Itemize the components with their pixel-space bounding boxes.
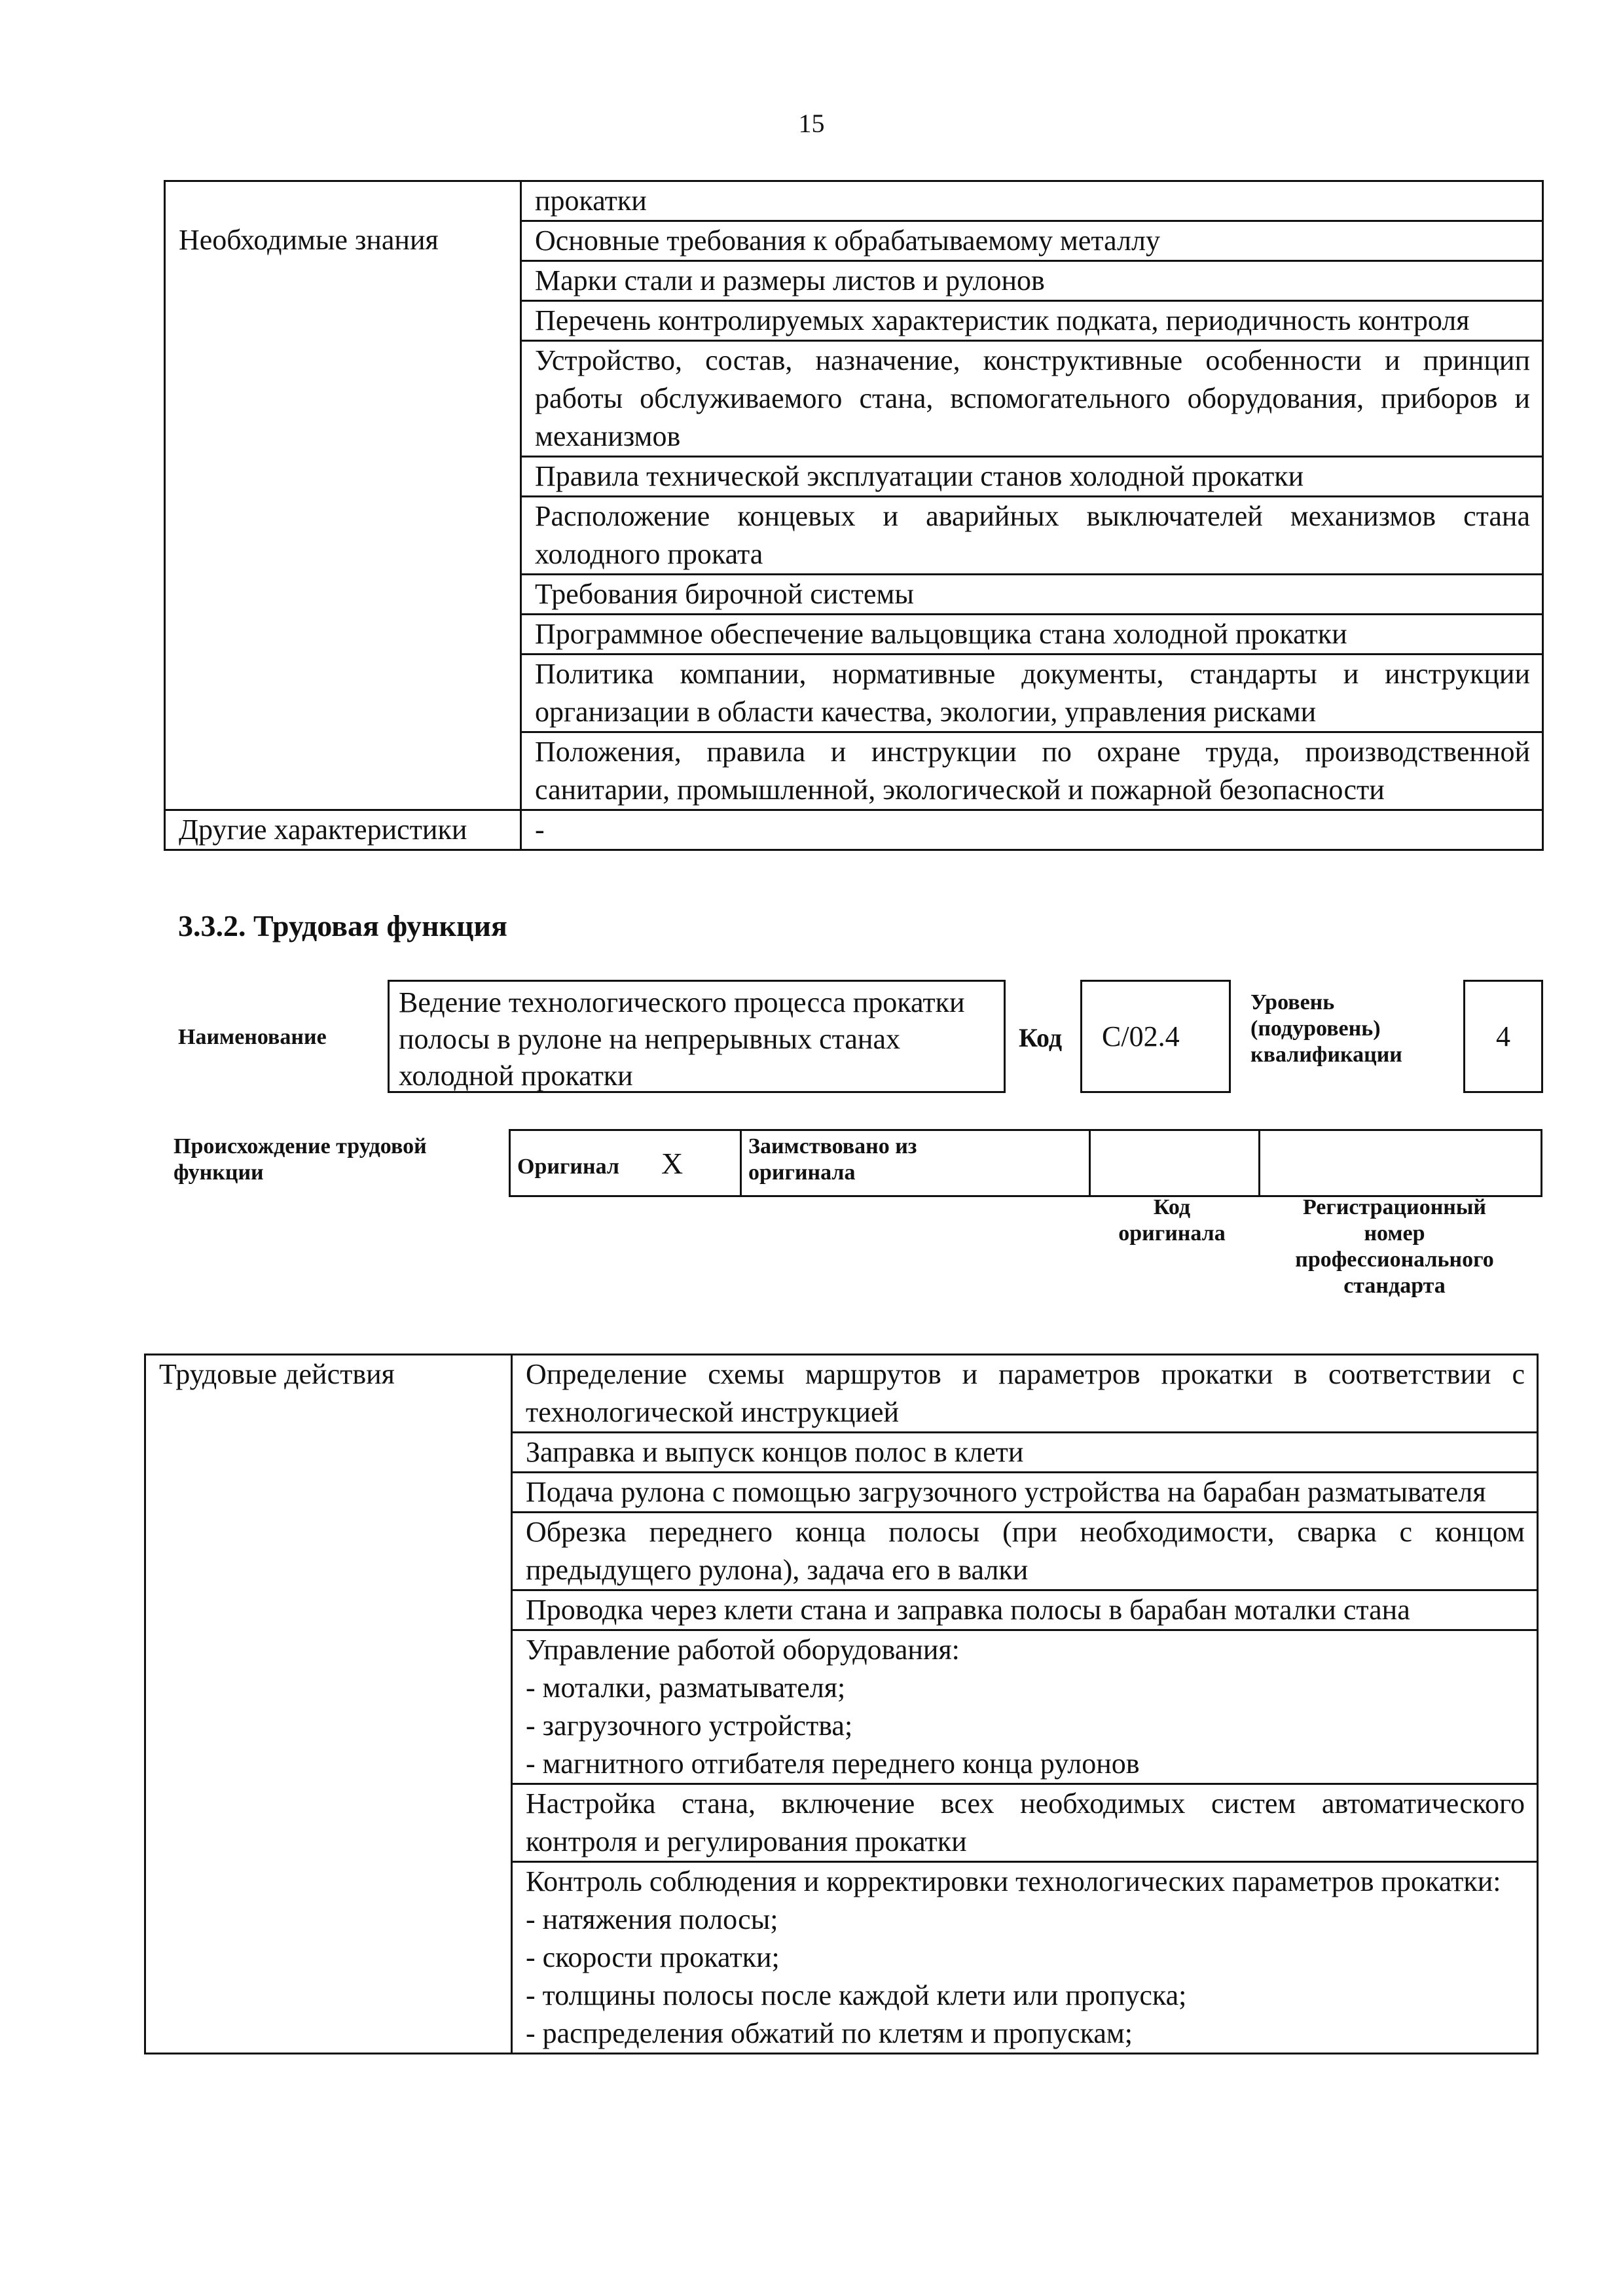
action-line: - загрузочного устройства;	[526, 1710, 853, 1742]
action-line: - натяжения полосы;	[526, 1903, 778, 1935]
action-line: - распределения обжатий по клетям и пропускам;	[526, 2017, 1133, 2049]
action-line: Управление работой оборудования:	[526, 1634, 960, 1666]
original-label: Оригинал	[517, 1154, 619, 1179]
actions-label: Трудовые действия	[145, 1355, 512, 2054]
row-text: -	[521, 810, 1543, 850]
action-text: Заправка и выпуск концов полос в клети	[512, 1433, 1538, 1473]
code-caption: Код оригинала	[1118, 1195, 1226, 1246]
function-code: C/02.4	[1080, 980, 1231, 1093]
row-text: Основные требования к обрабатываемому металлу	[521, 221, 1543, 261]
action-text	[512, 1862, 1538, 2054]
action-line: - магнитного отгибателя переднего конца рулонов	[526, 1748, 1140, 1780]
row-text: Перечень контролируемых характеристик подката, периодичность контроля	[521, 301, 1543, 341]
table-row	[165, 181, 1543, 221]
row-label	[165, 181, 521, 221]
actions-table	[144, 1354, 1539, 2054]
action-line: - толщины полосы после каждой клети или пропуска;	[526, 1979, 1187, 2011]
section-heading: 3.3.2. Трудовая функция	[178, 909, 507, 942]
action-text: Настройка стана, включение всех необходимых систем автоматического контроля и регулирования прокатки	[512, 1784, 1538, 1862]
reg-caption: Регистрационный номер профессионального стандарта	[1295, 1195, 1494, 1298]
original-mark: X	[661, 1146, 684, 1180]
row-text: Положения, правила и инструкции по охране труда, производственной санитарии, промышленной, экологической и пожарной безопасности	[521, 732, 1543, 810]
action-line: - скорости прокатки;	[526, 1941, 780, 1973]
row-label: Другие характеристики	[165, 810, 521, 850]
row-text: Требования бирочной системы	[521, 575, 1543, 615]
action-line: - моталки, разматывателя;	[526, 1672, 846, 1704]
row-text: Программное обеспечение вальцовщика стана холодной прокатки	[521, 615, 1543, 655]
table-row	[145, 1355, 1538, 1433]
row-label: Необходимые знания	[165, 221, 521, 810]
action-text: Подача рулона с помощью загрузочного устройства на барабан разматывателя	[512, 1473, 1538, 1513]
knowledge-table	[164, 180, 1544, 851]
row-text: Марки стали и размеры листов и рулонов	[521, 261, 1543, 301]
action-text: Обрезка переднего конца полосы (при необходимости, сварка с концом предыдущего рулона), задача его в валки	[512, 1513, 1538, 1590]
origin-label: Происхождение трудовой функции	[173, 1134, 427, 1185]
action-text	[512, 1630, 1538, 1784]
level-value: 4	[1463, 980, 1543, 1093]
row-text: прокатки	[521, 181, 1543, 221]
action-text: Проводка через клети стана и заправка полосы в барабан моталки стана	[512, 1590, 1538, 1630]
row-text: Расположение концевых и аварийных выключателей механизмов стана холодного проката	[521, 497, 1543, 575]
action-text: Определение схемы маршрутов и параметров прокатки в соответствии с технологической инструкцией	[512, 1355, 1538, 1433]
row-text: Устройство, состав, назначение, конструктивные особенности и принцип работы обслуживаемого стана, вспомогательного оборудования, приборов и механизмов	[521, 341, 1543, 457]
code-label: Код	[1019, 1023, 1063, 1052]
row-text: Политика компании, нормативные документы, стандарты и инструкции организации в области качества, экологии, управления рисками	[521, 655, 1543, 732]
level-label: Уровень (подуровень) квалификации	[1250, 990, 1402, 1067]
name-label: Наименование	[178, 1025, 327, 1049]
row-text: Правила технической эксплуатации станов холодной прокатки	[521, 457, 1543, 497]
function-name: Ведение технологического процесса прокатки полосы в рулоне на непрерывных станах холодной прокатки	[388, 980, 1006, 1093]
origin-table	[509, 1129, 1542, 1197]
borrowed-label: Заимствовано из оригинала	[748, 1134, 917, 1185]
table-row	[165, 221, 1543, 261]
page-number: 15	[798, 109, 825, 138]
table-row	[165, 810, 1543, 850]
action-line: Контроль соблюдения и корректировки технологических параметров прокатки:	[526, 1865, 1501, 1897]
